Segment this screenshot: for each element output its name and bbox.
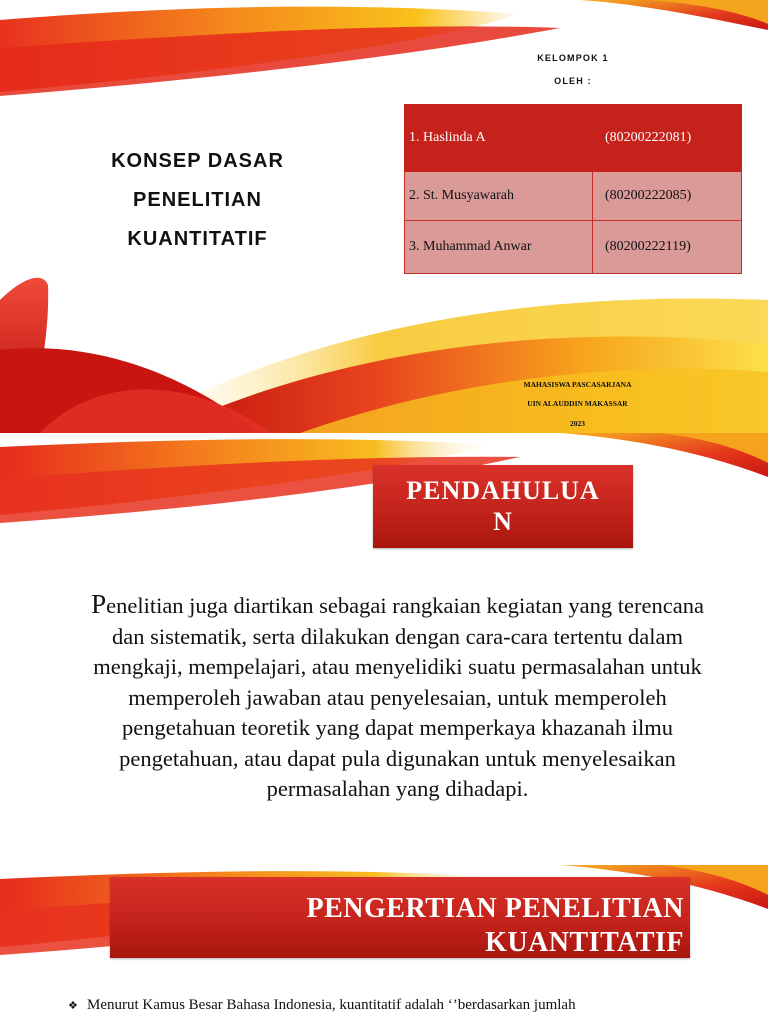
member-name: 3. Muhammad Anwar [405,221,593,274]
heading-line: N [493,507,513,536]
footer-university: UIN ALAUDDIN MAKASSAR [527,399,628,408]
heading-line: KUANTITATIF [485,927,684,958]
title-line: KUANTITATIF [127,228,268,250]
slide-title [0,0,768,433]
footer-year: 2023 [570,419,585,428]
section-heading [373,465,633,548]
section-heading [110,877,690,958]
member-name: 1. Haslinda A [405,105,593,172]
member-name: 2. St. Musyawarah [405,172,593,221]
drop-letter: P [91,589,107,619]
title-line: KONSEP DASAR [111,150,284,172]
table-row [405,221,742,274]
group-label: KELOMPOK 1 [537,53,609,63]
member-nim: (80200222085) [593,172,742,221]
paragraph-text: enelitian juga diartikan sebagai rangkaian kegiatan yang terencana dan sistematik, serta dilakukan dengan cara-cara tertentu dalam mengkaji, mempelajari, atau menyelidiki suatu permasalahan untuk memperoleh jawaban atau penyelesaian, untuk memperoleh pengetahuan teoretik yang dapat memperkaya khazanah ilmu pengetahuan, atau dapat pula digunakan untuk menyelesaikan permasalahan yang dihadapi. [93,593,704,801]
slide-introduction [0,433,768,865]
by-label: OLEH : [554,76,592,86]
footer-program: MAHASISWA PASCASARJANA [523,380,632,389]
members-table [404,104,742,274]
presentation-title [90,142,305,259]
heading-line: PENGERTIAN PENELITIAN [306,893,684,924]
title-line: PENELITIAN [133,189,262,211]
diamond-bullet-icon: ❖ [68,1000,78,1012]
slide-definition [0,865,768,1024]
intro-paragraph [90,589,705,805]
table-row [405,172,742,221]
bullet-text: Menurut Kamus Besar Bahasa Indonesia, kuantitatif adalah ‘’berdasarkan jumlah [87,997,576,1013]
definition-bullet [68,995,738,1016]
member-nim: (80200222119) [593,221,742,274]
table-row [405,105,742,172]
member-nim: (80200222081) [593,105,742,172]
heading-line: PENDAHULUA [406,476,600,505]
